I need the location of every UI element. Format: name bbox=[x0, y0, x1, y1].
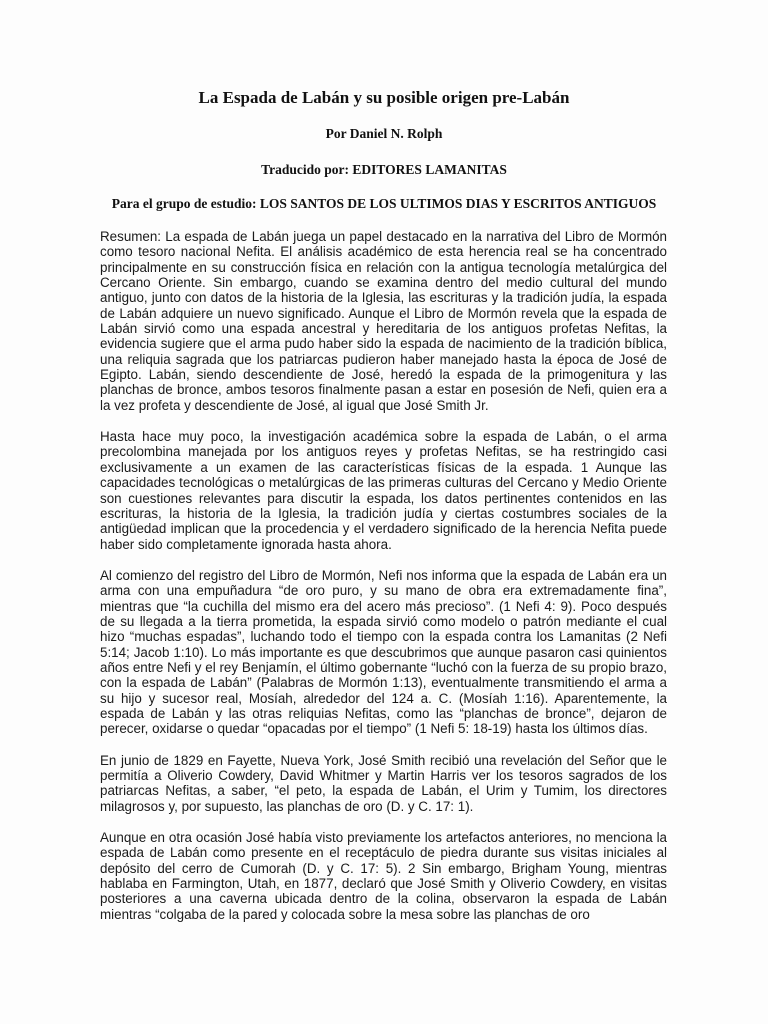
body-paragraph: Aunque en otra ocasión José había visto previamente los artefactos anteriores, no menciona la espada de Labán como presente en el receptáculo de piedra durante sus visitas iniciales al depósito del cerro de Cumorah (D. y C. 17: 5). 2 Sin embargo, Brigham Young, mientras hablaba en Farmington, Utah, en 1877, declaró que José Smith y Oliverio Cowdery, en visitas posteriores a una caverna ubicada dentro de la colina, observaron la espada de Labán mientras “colgaba de la pared y colocada sobre la mesa sobre las planchas de oro bbox=[100, 830, 667, 922]
body-paragraph: En junio de 1829 en Fayette, Nueva York, José Smith recibió una revelación del Señor que le permitía a Oliverio Cowdery, David Whitmer y Martin Harris ver los tesoros sagrados de los patriarcas Nefitas, a saber, “el peto, la espada de Labán, el Urim y Tumim, los directores milagrosos y, por supuesto, las planchas de oro (D. y C. 17: 1). bbox=[100, 752, 667, 814]
body-paragraph: Hasta hace muy poco, la investigación académica sobre la espada de Labán, o el arma precolombina manejada por los antiguos reyes y profetas Nefitas, se ha restringido casi exclusivamente a un examen de las características físicas de la espada. 1 Aunque las capacidades tecnológicas o metalúrgicas de las primeras culturas del Cercano y Medio Oriente son cuestiones relevantes para discutir la espada, los datos pertinentes contenidos en las escrituras, la historia de la Iglesia, la tradición judía y ciertas costumbres sociales de la antigüedad implican que la procedencia y el verdadero significado de la herencia Nefita puede haber sido completamente ignorada hasta ahora. bbox=[100, 429, 667, 552]
abstract-paragraph: Resumen: La espada de Labán juega un papel destacado en la narrativa del Libro de Mormón como tesoro nacional Nefita. El análisis académico de esta herencia real se ha concentrado principalmente en su construcción física en relación con la antigua tecnología metalúrgica del Cercano Oriente. Sin embargo, cuando se examina dentro del medio cultural del mundo antiguo, junto con datos de la historia de la Iglesia, las escrituras y la tradición judía, la espada de Labán adquiere un nuevo significado. Aunque el Libro de Mormón revela que la espada de Labán sirvió como una espada ancestral y hereditaria de los antiguos profetas Nefitas, la evidencia sugiere que el arma pudo haber sido la espada de nacimiento de la tradición bíblica, una reliquia sagrada que los patriarcas pudieron haber manejado hasta la época de José de Egipto. Labán, siendo descendiente de José, heredó la espada de la primogenitura y las planchas de bronce, ambos tesoros finalmente pasan a estar en posesión de Nefi, quien era a la vez profeta y descendiente de José, al igual que José Smith Jr. bbox=[100, 229, 667, 413]
body-paragraph: Al comienzo del registro del Libro de Mormón, Nefi nos informa que la espada de Labán era un arma con una empuñadura “de oro puro, y su mano de obra era extremadamente fina”, mientras que “la cuchilla del mismo era del acero más precioso”. (1 Nefi 4: 9). Poco después de su llegada a la tierra prometida, la espada sirvió como modelo o patrón mediante el cual hizo “muchas espadas”, luchando todo el tiempo con la espada contra los Lamanitas (2 Nefi 5:14; Jacob 1:10). Lo más importante es que descubrimos que aunque pasaron casi quinientos años entre Nefi y el rey Benjamín, el último gobernante “luchó con la fuerza de su propio brazo, con la espada de Labán” (Palabras de Mormón 1:13), eventualmente transmitiendo el arma a su hijo y sucesor real, Mosíah, alrededor del 124 a. C. (Mosíah 1:16). Aparentemente, la espada de Labán y las otras reliquias Nefitas, como las “planchas de bronce”, dejaron de perecer, oxidarse o quedar “opacadas por el tiempo” (1 Nefi 5: 18-19) hasta los últimos días. bbox=[100, 567, 667, 737]
study-group-line: Para el grupo de estudio: LOS SANTOS DE LOS ULTIMOS DIAS Y ESCRITOS ANTIGUOS bbox=[111, 196, 657, 211]
translator-line: Traducido por: EDITORES LAMANITAS bbox=[261, 162, 507, 177]
document-title: La Espada de Labán y su posible origen pre-Labán bbox=[198, 88, 570, 107]
document-body bbox=[100, 229, 667, 938]
author-line: Por Daniel N. Rolph bbox=[325, 126, 443, 141]
